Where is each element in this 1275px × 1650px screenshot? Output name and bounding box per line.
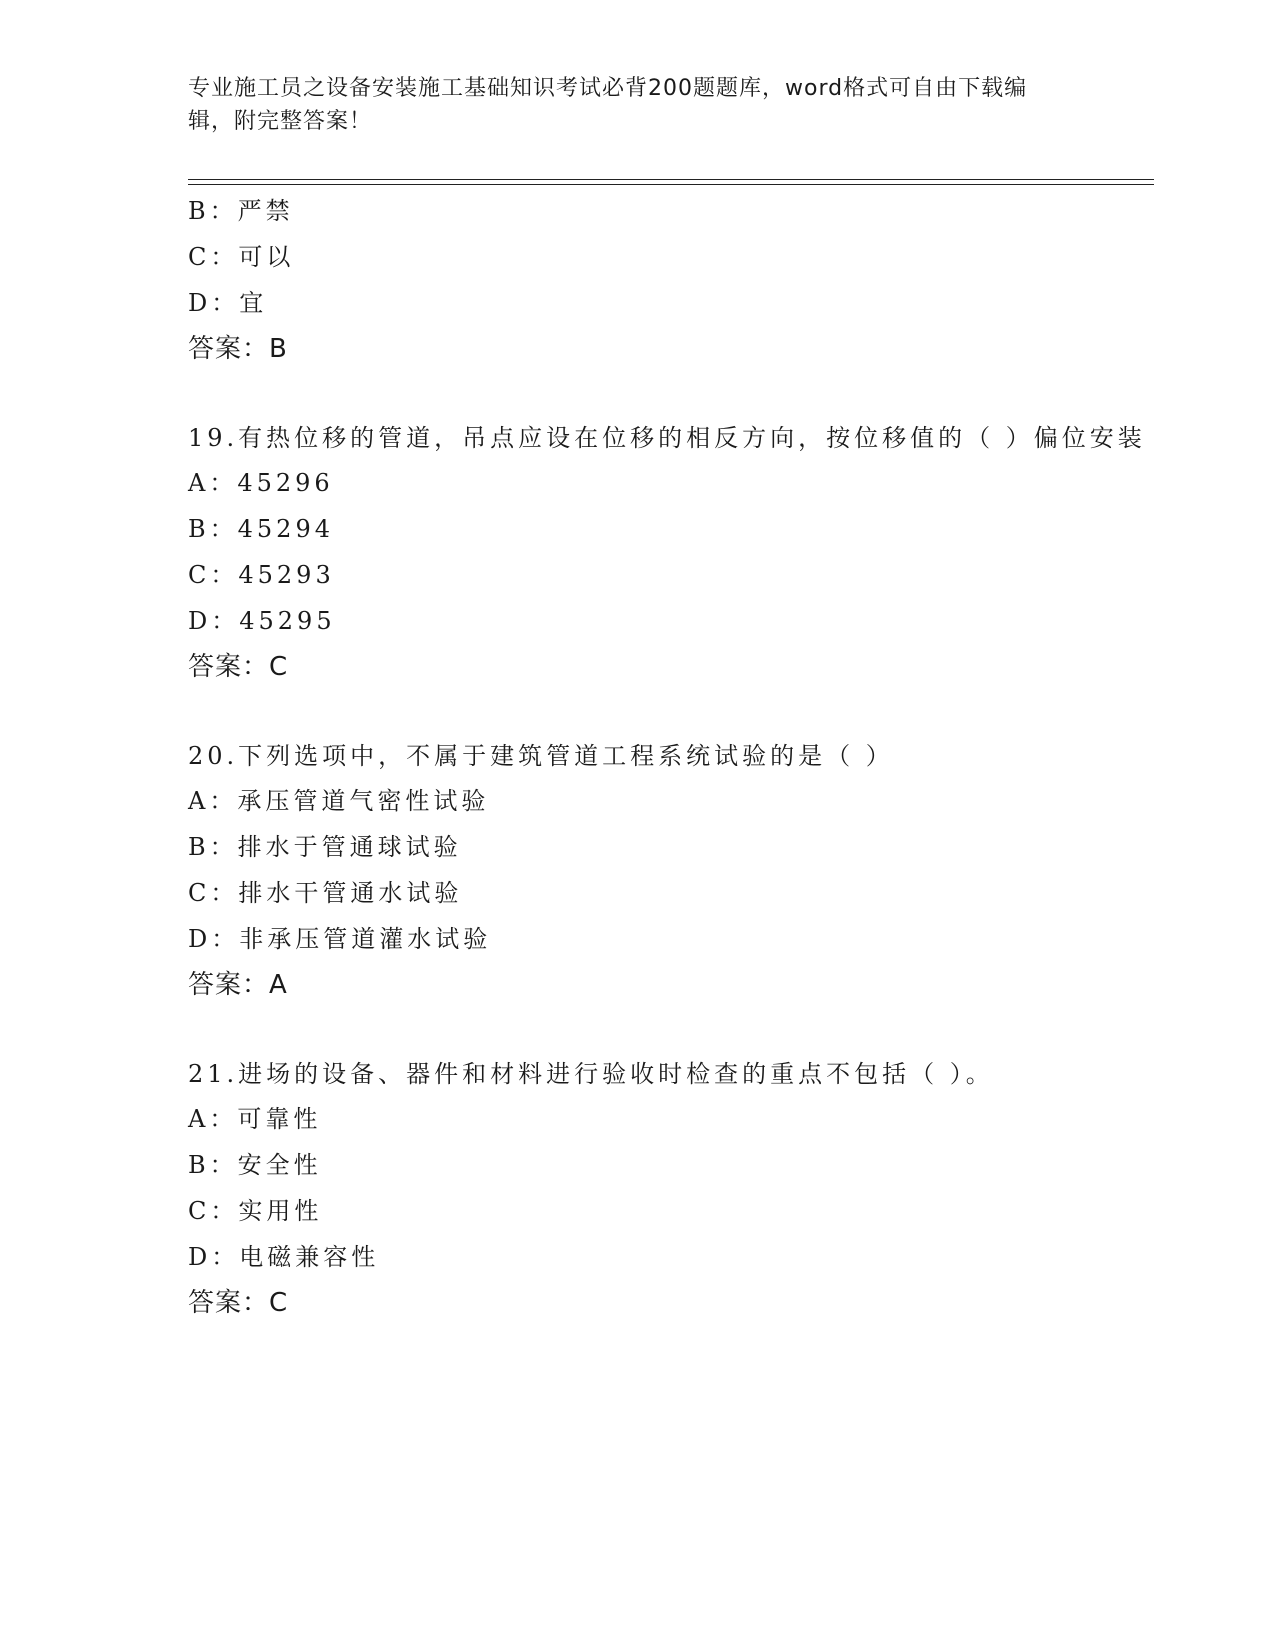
answer-text: 答案：C <box>188 1288 289 1318</box>
question-block-20 <box>188 734 1154 1008</box>
option-d: D：电磁兼容性 <box>188 1243 380 1271</box>
option-c: C：可以 <box>188 243 295 271</box>
header-divider-bottom <box>188 184 1154 185</box>
answer-text: 答案：A <box>188 970 288 1000</box>
answer-text: 答案：C <box>188 652 289 682</box>
question-block-18 <box>188 188 1154 372</box>
page-title: 专业施工员之设备安装施工基础知识考试必背200题题库，word格式可自由下载编辑，附完整答案！ <box>188 76 1028 134</box>
option-a: A：45296 <box>188 469 334 497</box>
option-d: D：非承压管道灌水试验 <box>188 925 492 953</box>
question-text: 21.进场的设备、器件和材料进行验收时检查的重点不包括（ ）。 <box>188 1060 994 1088</box>
option-a: A：承压管道气密性试验 <box>188 787 490 815</box>
question-block-21 <box>188 1052 1154 1326</box>
question-text: 20.下列选项中，不属于建筑管道工程系统试验的是（ ） <box>188 742 894 770</box>
question-list <box>188 188 1154 1326</box>
question-block-19 <box>188 416 1154 690</box>
option-b: B：安全性 <box>188 1151 322 1179</box>
option-c: C：排水干管通水试验 <box>188 879 463 907</box>
question-text: 19.有热位移的管道，吊点应设在位移的相反方向，按位移值的（ ）偏位安装 <box>188 424 1146 452</box>
option-d: D：45295 <box>188 607 336 635</box>
header-divider-top <box>188 179 1154 180</box>
option-a: A：可靠性 <box>188 1105 322 1133</box>
option-b: B：45294 <box>188 515 334 543</box>
option-b: B：严禁 <box>188 197 294 225</box>
answer-text: 答案：B <box>188 334 288 364</box>
option-b: B：排水于管通球试验 <box>188 833 462 861</box>
option-c: C：实用性 <box>188 1197 323 1225</box>
option-c: C：45293 <box>188 561 335 589</box>
option-d: D：宜 <box>188 289 268 317</box>
